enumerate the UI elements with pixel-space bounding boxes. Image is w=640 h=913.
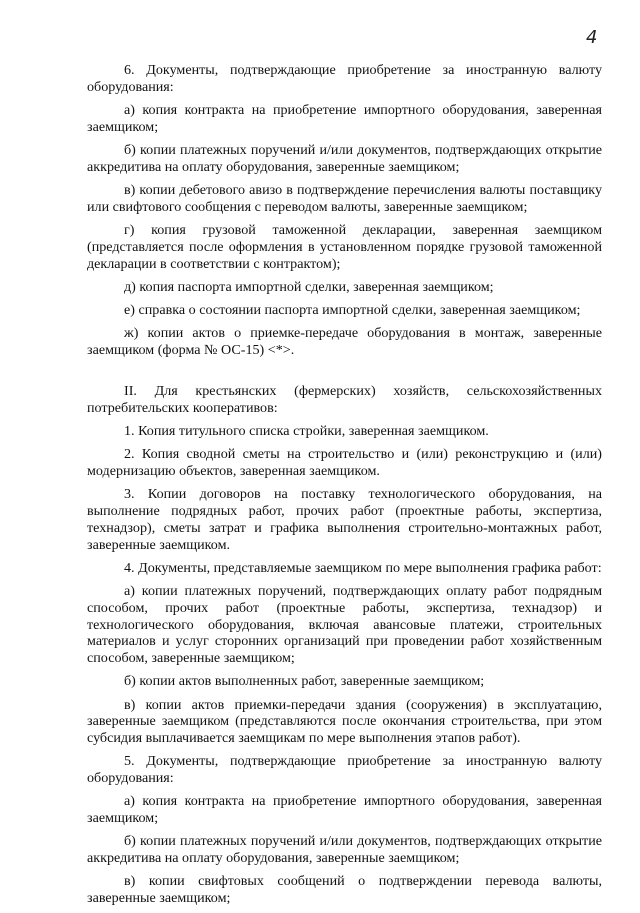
paragraph: б) копии платежных поручений и/или документов, подтверждающих открытие аккредитива на оплату оборудования, заверенные заемщиком; <box>87 833 602 867</box>
paragraph: 6. Документы, подтверждающие приобретение за иностранную валюту оборудования: <box>87 62 602 95</box>
paragraph: 3. Копии договоров на поставку технологического оборудования, на выполнение подрядных работ, прочих работ (проектные работы, экспертиза, технадзор), сметы затрат и графика выполнения строительно-монтажных работ, заверенные заемщиком. <box>87 486 602 553</box>
paragraph: 4. Документы, представляемые заемщиком по мере выполнения графика работ: <box>124 559 602 576</box>
paragraph: а) копия контракта на приобретение импортного оборудования, заверенная заемщиком; <box>87 793 602 827</box>
paragraph: в) копии дебетового авизо в подтверждение перечисления валюты поставщику или свифтового сообщения с переводом валюты, заверенные заемщиком; <box>87 181 602 215</box>
section-spacer <box>87 365 602 383</box>
paragraph: а) копия контракта на приобретение импортного оборудования, заверенная заемщиком; <box>87 101 602 135</box>
paragraph: б) копии платежных поручений и/или документов, подтверждающих открытие аккредитива на оплату оборудования, заверенные заемщиком; <box>87 141 602 175</box>
paragraph: ж) копии актов о приемке-передаче оборудования в монтаж, заверенные заемщиком (форма № ОС-15) <*>. <box>87 325 602 358</box>
paragraph: 5. Документы, подтверждающие приобретение за иностранную валюту оборудования: <box>87 753 602 787</box>
paragraph: 2. Копия сводной сметы на строительство и (или) реконструкцию и (или) модернизацию объектов, заверенная заемщиком. <box>87 446 602 480</box>
paragraph: б) копии актов выполненных работ, заверенные заемщиком; <box>124 673 485 690</box>
document-body <box>87 62 602 913</box>
paragraph: г) копия грузовой таможенной декларации, заверенная заемщиком (представляется после оформления в установленном порядке грузовой таможенной декларации в соответствии с контрактом); <box>87 221 602 272</box>
section-heading: II. Для крестьянских (фермерских) хозяйств, сельскохозяйственных потребительских кооперативов: <box>87 383 602 416</box>
paragraph: д) копия паспорта импортной сделки, заверенная заемщиком; <box>124 278 494 295</box>
paragraph: а) копии платежных поручений, подтверждающих оплату работ подрядным способом, прочих работ (проектные работы, экспертиза, технадзор) и технологического оборудования, включая авансовые платежи, строительных материалов и услуг сторонних организаций при проведении работ хозяйственным способом, заверенные заемщиком; <box>87 583 602 667</box>
paragraph: в) копии актов приемки-передачи здания (сооружения) в эксплуатацию, заверенные заемщиком (представляются после окончания строительства, при этом субсидия выплачивается заемщикам по мере выполнения этапов работ). <box>87 696 602 747</box>
page-number: 4 <box>586 27 598 48</box>
paragraph: в) копии свифтовых сообщений о подтверждении перевода валюты, заверенные заемщиком; <box>87 873 602 907</box>
paragraph: е) справка о состоянии паспорта импортной сделки, заверенная заемщиком; <box>124 301 581 318</box>
paragraph: 1. Копия титульного списка стройки, заверенная заемщиком. <box>124 423 489 440</box>
